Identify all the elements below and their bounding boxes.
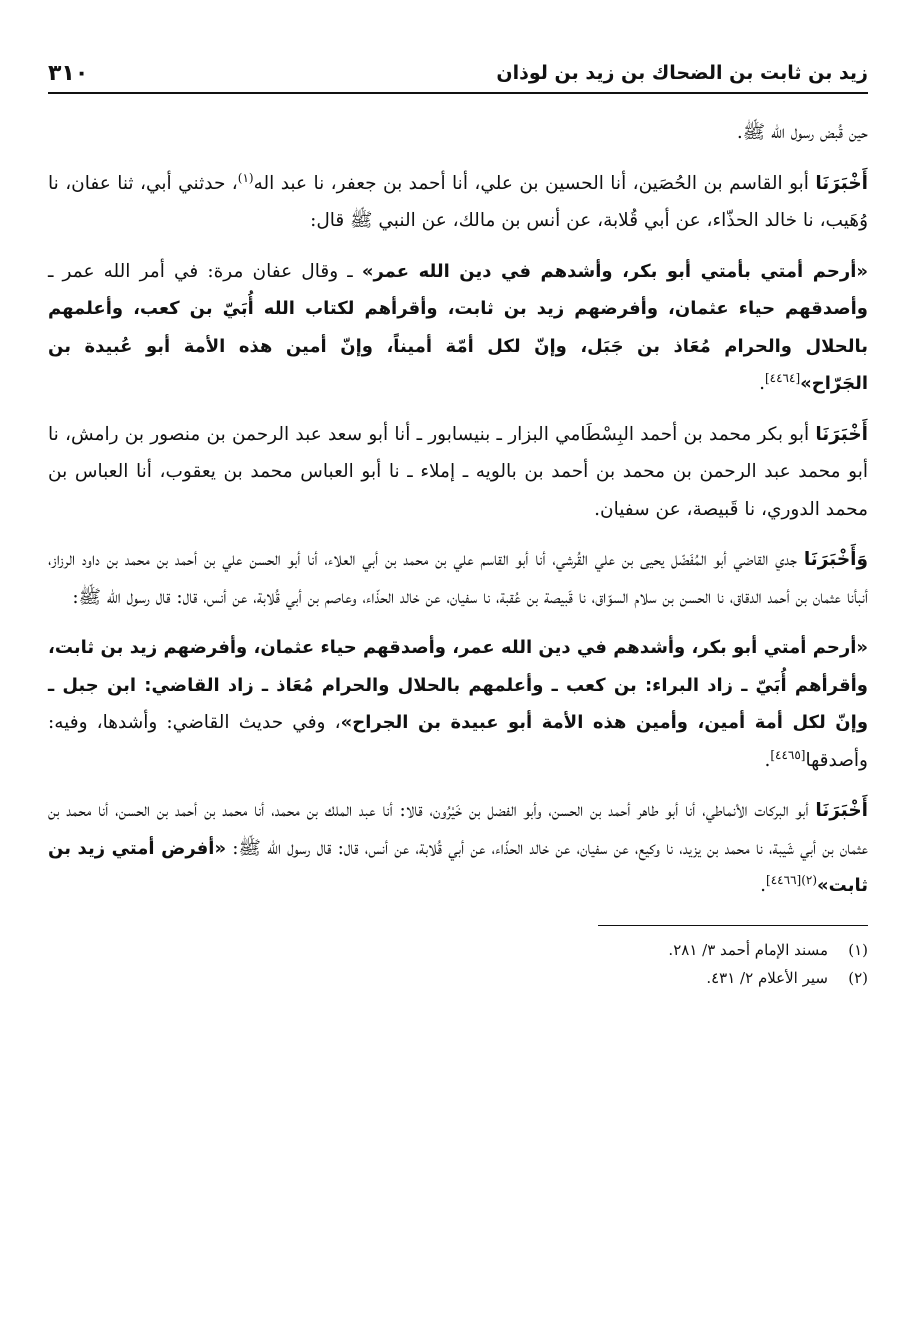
hadith-text: «أرحم أمتي بأمتي أبو بكر، وأشدهم في دين الله عمر» [361,260,868,282]
paragraph-text: . [760,875,767,896]
paragraph-text: أبو بكر محمد بن أحمد البِسْطَامي البزار ـ بنيسابور ـ أنا أبو سعد عبد الرحمن بن منصور بن رامش، نا أبو محمد عبد الرحمن بن محمد بن أحمد بن بالويه ـ إملاء ـ نا أبو العباس محمد بن يعقوب، أنا العباس بن محمد الدوري، نا قَبيصة، عن سفيان. [48,423,868,520]
footnote-2 [48,964,868,992]
akhbarana-keyword: أَخْبَرَنَا [815,172,868,194]
footnote-ref[interactable]: (١) [237,170,254,185]
paragraph-text: أبو القاسم بن الحُصَين، أنا الحسين بن علي، أنا أحمد بن جعفر، نا عبد اله [253,172,816,194]
footnotes [48,936,868,992]
hadith-text: وأصدقهم حياء عثمان، وأفرضهم زيد بن ثابت، وأقرأهم لكتاب الله أُبَيّ بن كعب، وأعلمهم بالحلال والحرام مُعَاذ بن جَبَل، وإنّ لكل أمّة أميناً، وإنّ أمين هذه الأمة أبو عُبيدة بن الجَرّاح» [48,298,868,394]
hadith-text: «أرحم أمتي أبو بكر، وأشدهم في دين الله عمر، وأصدقهم حياء عثمان، وأفرضهم زيد بن ثابت، وأقرأهم أُبَيّ ـ زاد البراء: بن كعب ـ وأعلمهم بالحلال والحرام مُعَاذ ـ زاد القاضي: ابن جبل ـ وإنّ لكل أمة أمين، وأمين هذه الأمة أبو عبيدة بن الجراح» [48,637,869,733]
paragraph-isnad-1 [48,165,868,240]
page-header [48,44,868,94]
paragraph-text: ، حدثني أبي، ثنا عفان، نا وُهَيب، نا خالد الحذّاء، عن أبي قُلابة، عن أنس بن مالك، عن النبي ﷺ قال: [48,172,868,231]
hadith-number: [٤٤٦٤] [764,370,801,385]
paragraph-hadith-2: «أرحم أمتي أبو بكر، وأشدهم في دين الله عمر، وأصدقهم حياء عثمان، وأفرضهم زيد بن ثابت، وأقرأهم أُبَيّ ـ زاد البراء: بن كعب ـ وأعلمهم بالحلال والحرام مُعَاذ ـ زاد القاضي: ابن جبل ـ وإنّ لكل أمة أمين، وأمين هذه الأمة أبو عبيدة بن الجراح»، وفي حديث القاضي: وأشدها، وفيه: وأصدقها[٤٤٦٥]. [48,637,869,771]
paragraph-opening [48,114,868,152]
paragraph-isnad-3 [48,541,868,616]
akhbarana-keyword: وَأَخْبَرَنَا [803,549,868,570]
footnote-ref[interactable]: (٢)[٤٤٦٦] [766,872,818,887]
document-page [48,44,868,1304]
paragraph-text: حين قُبض رسول الله ﷺ. [736,122,868,143]
paragraph-isnad-2 [48,416,868,529]
hadith-number: [٤٤٦٥] [770,747,806,762]
paragraph-isnad-4 [48,792,868,905]
akhbarana-keyword: أَخْبَرَنَا [815,423,868,445]
hadith-text: «أفرض أمتي زيد بن ثابت» [48,837,868,896]
paragraph-text: ـ وقال عفان مرة: في أمر الله عمر ـ [48,260,362,282]
footnote-text: سير الأعلام ٢/ ٤٣١. [706,968,828,987]
footnote-number: (١) [848,940,868,959]
footnote-1 [48,936,868,964]
paragraph-text: أبو البركات الأنماطي، أنا أبو طاهر أحمد بن الحسن، وأبو الفضل بن خَيْرُون، قالا: أنا عبد الملك بن محمد، أنا محمد بن أحمد بن الحسن، أنا محمد بن عثمان بن أبي شَيبة، نا محمد بن يزيد، نا وكيع، عن سفيان، عن خالد الحذّاء، عن أبي قُلابة، عن أنس، قال: قال رسول الله ﷺ: [48,800,868,859]
footnote-number: (٢) [848,968,868,987]
paragraph-text: ، وفي حديث القاضي: وأشدها، وفيه: وأصدقها [48,712,868,771]
running-title: زيد بن ثابت بن الضحاك بن زيد بن لوذان [496,62,868,84]
page-number: ٣١٠ [48,61,89,86]
page-body [48,114,868,905]
paragraph-text: جدي القاضي أبو المُفَضّل يحيى بن علي القُرشي، أنا أبو القاسم علي بن محمد بن أبي العلاء، أنا أبو الحسن علي بن أحمد بن محمد بن داود الرزاز، أنبأنا عثمان بن أحمد الدقاق، نا الحسن بن سلام السوّاق، نا قَبيصة بن عُقبة، نا سفيان، عن خالد الحذّاء، وعاصم بن أبي قُلابة، عن أنس، قال: قال رسول الله ﷺ: [48,549,868,608]
akhbarana-keyword: أَخْبَرَنَا [815,800,868,821]
footnote-divider [598,925,868,926]
footnote-text: مسند الإمام أحمد ٣/ ٢٨١. [668,940,828,959]
paragraph-hadith-1: «أرحم أمتي بأمتي أبو بكر، وأشدهم في دين الله عمر» ـ وقال عفان مرة: في أمر الله عمر ـ وأصدقهم حياء عثمان، وأفرضهم زيد بن ثابت، وأقرأهم لكتاب الله أُبَيّ بن كعب، وأعلمهم بالحلال والحرام مُعَاذ بن جَبَل، وإنّ لكل أمّة أميناً، وإنّ أمين هذه الأمة أبو عُبيدة بن الجَرّاح»[٤٤٦٤]. [48,260,868,394]
